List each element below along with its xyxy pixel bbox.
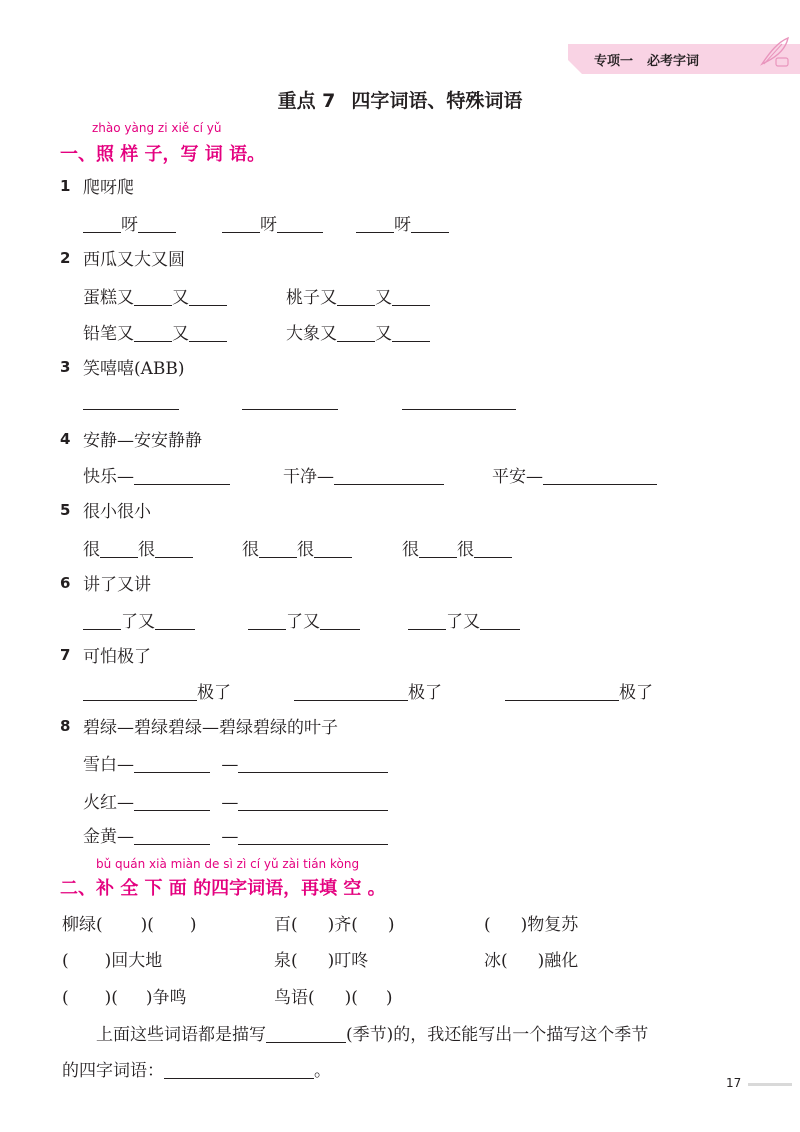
answer-row: 火红— — xyxy=(83,788,388,813)
answer-row: 了又 xyxy=(408,607,520,632)
answer-blank[interactable] xyxy=(356,214,394,233)
answer-blank[interactable] xyxy=(83,682,197,701)
question-number: 3 xyxy=(60,358,71,376)
idiom-answer-blank[interactable] xyxy=(164,1060,314,1079)
answer-row: 很 很 xyxy=(242,535,352,560)
answer-blank[interactable] xyxy=(248,611,286,630)
season-blank[interactable] xyxy=(266,1024,346,1043)
question-number: 4 xyxy=(60,430,71,448)
answer-row: 平安— xyxy=(492,462,657,487)
question-number: 8 xyxy=(60,717,71,735)
answer-blank[interactable] xyxy=(314,539,352,558)
question-example: 讲了又讲 xyxy=(83,575,151,595)
part1-title: 一、照 样 子，写 词 语。 xyxy=(60,144,266,165)
answer-blank[interactable] xyxy=(411,214,449,233)
question-example: 西瓜又大又圆 xyxy=(83,250,185,270)
answer-blank[interactable] xyxy=(189,323,227,342)
answer-row: 蛋糕又 又 xyxy=(83,283,227,308)
answer-row: 大象又 又 xyxy=(286,319,430,344)
part2-title: 二、补 全 下 面 的四字词语，再填 空 。 xyxy=(60,878,386,899)
answer-blank[interactable] xyxy=(134,754,210,773)
question-example: 安静—安安静静 xyxy=(83,431,202,451)
page-title-text: 四字词语、特殊词语 xyxy=(351,90,523,112)
question-number: 2 xyxy=(60,249,71,267)
answer-blank[interactable] xyxy=(155,539,193,558)
answer-blank[interactable] xyxy=(392,323,430,342)
answer-blank[interactable] xyxy=(337,287,375,306)
answer-row: 呀 xyxy=(83,210,176,235)
answer-blank[interactable] xyxy=(134,466,230,485)
answer-row: 极了 xyxy=(505,678,653,703)
part1-pinyin: zhào yàng zi xiě cí yǔ xyxy=(92,121,222,135)
answer-blank[interactable] xyxy=(238,792,388,811)
answer-blank[interactable] xyxy=(294,682,408,701)
answer-blank[interactable] xyxy=(242,391,338,410)
answer-row: 呀 xyxy=(222,210,323,235)
answer-blank[interactable] xyxy=(222,214,260,233)
answer-row xyxy=(83,391,179,412)
answer-row xyxy=(402,391,516,412)
page-title xyxy=(0,86,800,113)
question-number: 5 xyxy=(60,501,71,519)
idiom-blank-group[interactable]: ( )( )争鸣 xyxy=(62,988,187,1008)
answer-blank[interactable] xyxy=(100,539,138,558)
idiom-blank-group[interactable]: ( )回大地 xyxy=(62,951,163,971)
answer-row: 呀 xyxy=(356,210,449,235)
answer-blank[interactable] xyxy=(474,539,512,558)
question-example: 可怕极了 xyxy=(83,647,151,667)
answer-blank[interactable] xyxy=(83,391,179,410)
answer-row: 了又 xyxy=(248,607,360,632)
fill-sentence-line2: 的四字词语： 。 xyxy=(62,1061,331,1081)
answer-blank[interactable] xyxy=(134,792,210,811)
answer-blank[interactable] xyxy=(238,754,388,773)
question-example: 笑嘻嘻(ABB) xyxy=(83,359,185,379)
answer-row: 雪白— — xyxy=(83,750,388,775)
question-example: 爬呀爬 xyxy=(83,178,134,198)
answer-blank[interactable] xyxy=(419,539,457,558)
answer-blank[interactable] xyxy=(408,611,446,630)
question-example: 碧绿—碧绿碧绿—碧绿碧绿的叶子 xyxy=(83,718,338,738)
question-number: 1 xyxy=(60,177,71,195)
answer-blank[interactable] xyxy=(402,391,516,410)
answer-blank[interactable] xyxy=(155,611,195,630)
question-number: 6 xyxy=(60,574,71,592)
answer-row: 很 很 xyxy=(83,535,193,560)
answer-blank[interactable] xyxy=(134,826,210,845)
answer-blank[interactable] xyxy=(320,611,360,630)
answer-blank[interactable] xyxy=(83,611,121,630)
idiom-blank-group[interactable]: 冰( )融化 xyxy=(484,951,579,971)
answer-blank[interactable] xyxy=(134,323,172,342)
answer-row: 金黄— — xyxy=(83,822,388,847)
answer-blank[interactable] xyxy=(238,826,388,845)
answer-blank[interactable] xyxy=(392,287,430,306)
answer-row: 极了 xyxy=(294,678,442,703)
part2-pinyin: bǔ quán xià miàn de sì zì cí yǔ zài tián kòng xyxy=(96,857,360,871)
answer-row: 桃子又 又 xyxy=(286,283,430,308)
question-example: 很小很小 xyxy=(83,502,151,522)
answer-row xyxy=(242,391,338,412)
answer-blank[interactable] xyxy=(277,214,323,233)
fill-sentence-line1: 上面这些词语都是描写 (季节)的，我还能写出一个描写这个季节 xyxy=(96,1025,649,1045)
page-number: 17 xyxy=(726,1076,742,1090)
answer-blank[interactable] xyxy=(189,287,227,306)
answer-row: 极了 xyxy=(83,678,231,703)
answer-blank[interactable] xyxy=(83,214,121,233)
idiom-blank-group[interactable]: 柳绿( )( ) xyxy=(62,915,197,935)
answer-blank[interactable] xyxy=(337,323,375,342)
page-title-number: 重点 7 xyxy=(277,90,336,112)
answer-row: 铅笔又 又 xyxy=(83,319,227,344)
answer-blank[interactable] xyxy=(505,682,619,701)
header-topic-label: 必考字词 xyxy=(647,54,700,69)
answer-blank[interactable] xyxy=(334,466,444,485)
answer-blank[interactable] xyxy=(138,214,176,233)
answer-row: 了又 xyxy=(83,607,195,632)
section-header-tab xyxy=(568,44,800,74)
answer-blank[interactable] xyxy=(543,466,657,485)
idiom-blank-group[interactable]: 泉( )叮咚 xyxy=(274,951,369,971)
answer-blank[interactable] xyxy=(480,611,520,630)
question-number: 7 xyxy=(60,646,71,664)
answer-row: 快乐— xyxy=(83,462,230,487)
idiom-blank-group[interactable]: 鸟语( )( ) xyxy=(274,988,393,1008)
idiom-blank-group[interactable]: ( )物复苏 xyxy=(484,915,579,935)
answer-blank[interactable] xyxy=(134,287,172,306)
feather-pen-icon xyxy=(756,34,792,70)
page-number-rule xyxy=(748,1083,792,1086)
answer-blank[interactable] xyxy=(259,539,297,558)
idiom-blank-group[interactable]: 百( )齐( ) xyxy=(274,915,395,935)
header-section-label: 专项一 xyxy=(594,54,634,69)
answer-row: 干净— xyxy=(283,462,444,487)
answer-row: 很 很 xyxy=(402,535,512,560)
